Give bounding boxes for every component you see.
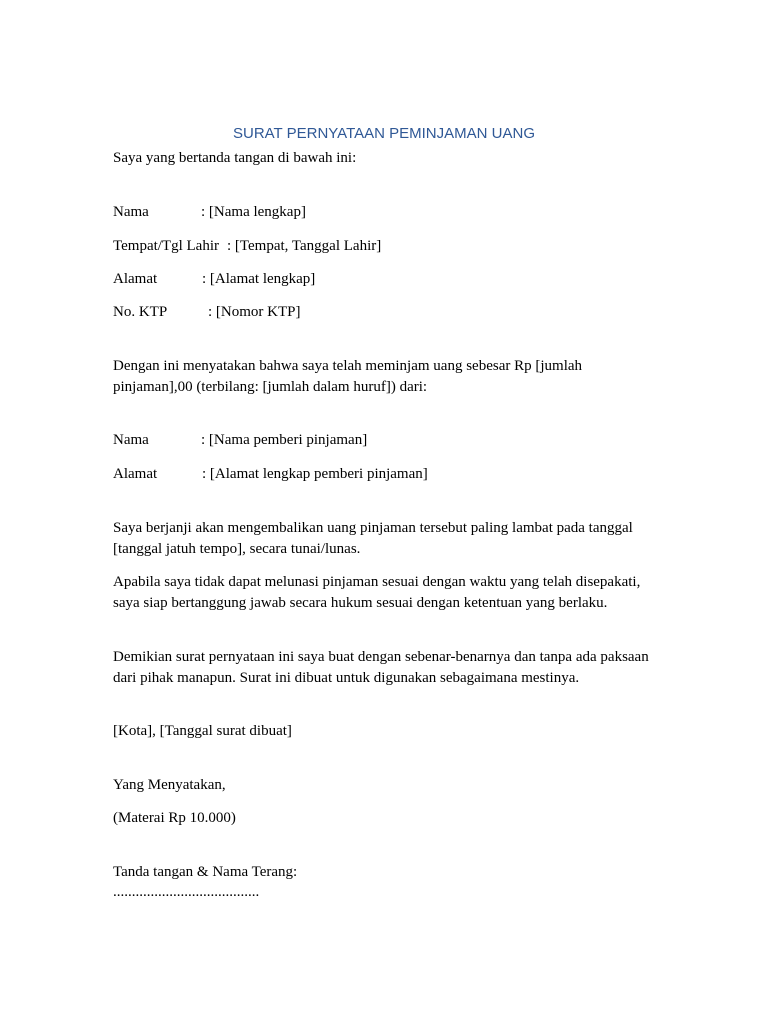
borrower-alamat-value: : [Alamat lengkap] (202, 271, 316, 287)
borrower-ktp-value: : [Nomor KTP] (208, 304, 301, 320)
signature-label: Tanda tangan & Nama Terang: (113, 864, 298, 880)
lender-alamat-label: Alamat (113, 466, 158, 482)
borrower-ktp-row (113, 302, 301, 323)
materai-note: (Materai Rp 10.000) (113, 810, 236, 826)
signature-line: ....................................... (113, 884, 260, 900)
closing-statement: Demikian surat pernyataan ini saya buat dengan sebenar-benarnya dan tanpa ada paksaan dari pihak manapun. Surat ini dibuat untuk digunakan sebagaimana mestinya. (113, 649, 649, 686)
liability-clause: Apabila saya tidak dapat melunasi pinjaman sesuai dengan waktu yang telah disepakati, saya siap bertanggung jawab secara hukum sesuai dengan ketentuan yang berlaku. (113, 574, 641, 611)
lender-nama-label: Nama (113, 432, 149, 448)
lender-nama-value: : [Nama pemberi pinjaman] (201, 432, 368, 448)
document-title: SURAT PERNYATAAN PEMINJAMAN UANG (233, 125, 535, 142)
borrower-alamat-label: Alamat (113, 271, 158, 287)
borrower-ktp-label: No. KTP (113, 304, 168, 320)
borrower-ttl-row (113, 236, 382, 257)
lender-nama-row (113, 430, 368, 451)
signatory-label: Yang Menyatakan, (113, 777, 226, 793)
borrower-nama-label: Nama (113, 204, 149, 220)
borrower-alamat-row (113, 269, 316, 290)
repayment-promise: Saya berjanji akan mengembalikan uang pinjaman tersebut paling lambat pada tanggal [tanggal jatuh tempo], secara tunai/lunas. (113, 520, 633, 557)
intro-text: Saya yang bertanda tangan di bawah ini: (113, 150, 357, 166)
place-date: [Kota], [Tanggal surat dibuat] (113, 723, 292, 739)
borrower-ttl-value: : [Tempat, Tanggal Lahir] (227, 238, 382, 254)
lender-alamat-value: : [Alamat lengkap pemberi pinjaman] (202, 466, 428, 482)
loan-statement: Dengan ini menyatakan bahwa saya telah meminjam uang sebesar Rp [jumlah pinjaman],00 (terbilang: [jumlah dalam huruf]) dari: (113, 358, 583, 395)
borrower-nama-row (113, 202, 306, 223)
borrower-ttl-label: Tempat/Tgl Lahir (113, 238, 219, 254)
lender-alamat-row (113, 464, 428, 485)
borrower-nama-value: : [Nama lengkap] (201, 204, 306, 220)
